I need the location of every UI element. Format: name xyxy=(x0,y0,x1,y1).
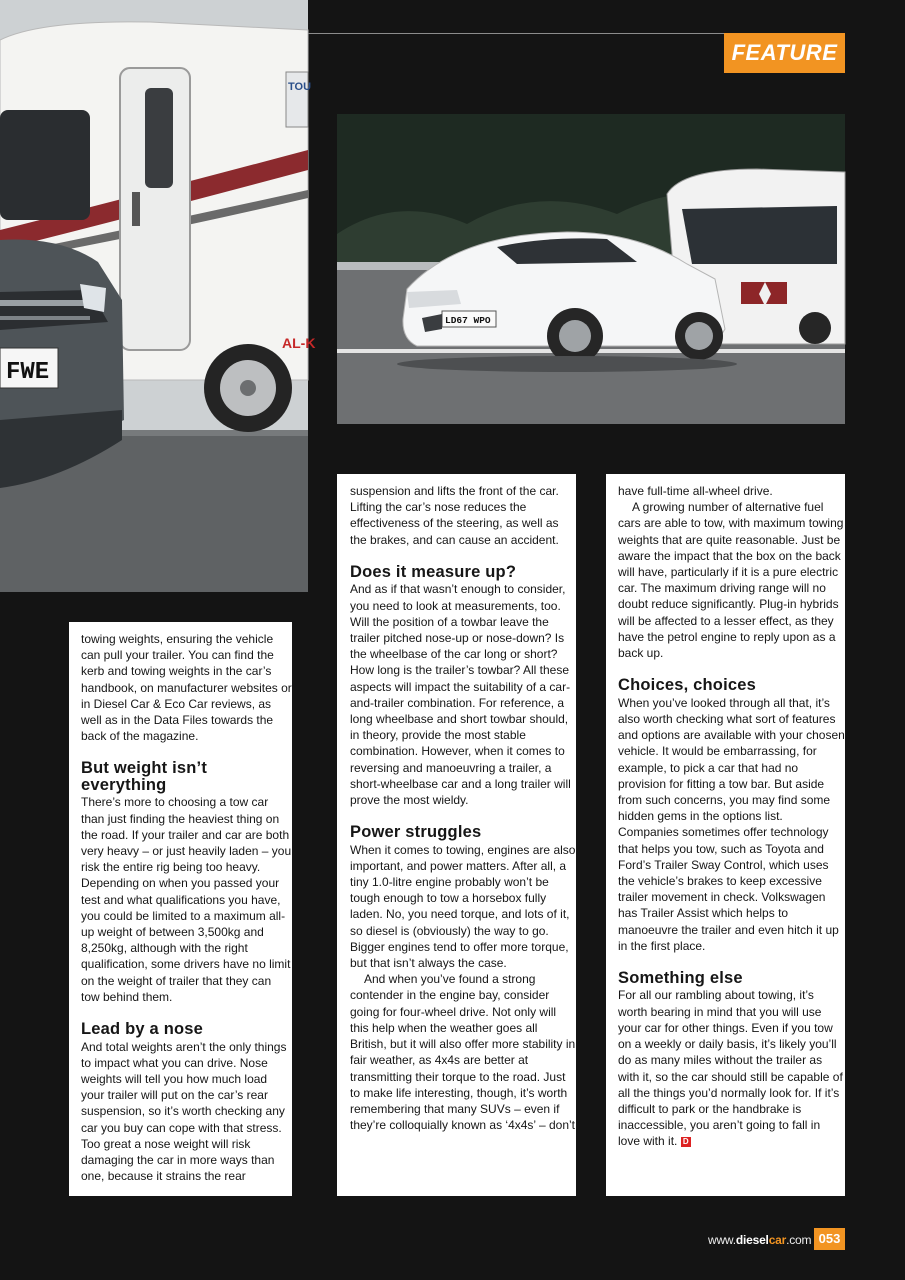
text-column-1 xyxy=(69,622,292,1196)
caravan-brand-text: TOU xyxy=(288,81,312,93)
car-plate-text: FWE xyxy=(6,359,50,386)
paragraph: suspension and lifts the front of the car. Lifting the car’s nose reduces the effectiveness of the steering, as well as the brakes, and can cause an accident. xyxy=(350,484,559,547)
paragraph: When you’ve looked through all that, it’s also worth checking what sort of features and options are available with your chosen vehicle. It would be embarrassing, for example, to pick a car that had no provision for fitting a tow bar. But aside from such concerns, you may find some hidden gems in the options list. Companies sometimes offer technology that helps you tow, such as Toyota and Ford’s Trailer Sway Control, which uses the vehicle’s brakes to keep excessive trailer movement in check. Volkswagen has Trailer Assist which helps to manoeuvre the trailer and even hitch it up in the first place. xyxy=(618,695,845,953)
photo-kia-stinger-towing xyxy=(337,114,845,424)
paragraph: towing weights, ensuring the vehicle can pull your trailer. You can find the kerb and towing weights in the car’s handbook, on manufacturer websites or in Diesel Car & Eco Car reviews, as well as in the Data Files towards the back of the magazine. xyxy=(81,632,292,744)
section-tag: FEATURE xyxy=(724,33,845,73)
subheading-measure: Does it measure up? xyxy=(350,562,517,581)
paragraph: And when you’ve found a strong contender in the engine bay, consider going for four-wheel drive. Not only will this help when the weather goes all British, but it will also offer more stability in fair weather, as 4x4s are better at transmitting their torque to the road. Just to make life interesting, though, it’s worth remembering that many SUVs – even if they’re colloquially known as ‘4x4s’ – don’t xyxy=(350,972,576,1133)
url-brand-b: car xyxy=(768,1233,787,1247)
subheading-else: Something else xyxy=(618,968,743,987)
text-column-2 xyxy=(337,474,576,1196)
subheading-nose: Lead by a nose xyxy=(81,1020,204,1039)
paragraph: There’s more to choosing a tow car than just finding the heaviest thing on the road. If your trailer and car are both very heavy – or just heavily laden – you risk the entire rig being too heavy. Depending on when you passed your test and what qualifications you have, you could be limited to a maximum all-up weight of between 3,500kg and 8,250kg, although with the right qualification, some drivers have no limit on the weight of trailer that they can tow behind them. xyxy=(81,795,292,1004)
text-column-3 xyxy=(606,474,845,1196)
paragraph: And total weights aren’t the only things to impact what you can drive. Nose weights will tell you how much load your trailer will put on the car’s rear suspension, so it’s worth checking any car you buy can cope with that stress. Too great a nose weight will risk damaging the car in more ways than one, because it strains the rear xyxy=(81,1039,287,1184)
subheading-weight: But weight isn’t everything xyxy=(81,759,208,794)
paragraph: When it comes to towing, engines are also important, and power matters. After all, a tiny 1.0-litre engine probably won’t be tough enough to tow a horsebox fully laden. No, you need torque, and lots of it, so diesel is (obviously) the way to go. Bigger engines tend to offer more torque, but that isn’t always the case. xyxy=(350,842,576,971)
paragraph: A growing number of alternative fuel cars are able to tow, with maximum towing weights that are quite reasonable. Just be aware the impact that the box on the back will have, particularly if it is a pure electric car. The maximum driving range will no doubt reduce significantly. Plug-in hybrids will be affected to a lesser effect, as they have the petrol engine to reply upon as a back up. xyxy=(618,500,844,661)
url-prefix: www. xyxy=(708,1233,736,1247)
url-brand-a: diesel xyxy=(735,1233,769,1247)
subheading-choices: Choices, choices xyxy=(618,676,757,695)
caravan-badge-text: AL-K xyxy=(282,335,316,351)
subheading-power: Power struggles xyxy=(350,823,482,842)
photo-caravan-closeup xyxy=(0,0,316,592)
page-number: 053 xyxy=(814,1228,845,1250)
paragraph: have full-time all-wheel drive. xyxy=(618,484,773,498)
end-mark-icon: D xyxy=(681,1137,691,1147)
url-suffix: .com xyxy=(786,1233,812,1247)
paragraph-final xyxy=(618,987,845,1149)
paragraph: And as if that wasn’t enough to consider, you need to look at measurements, too. Will the position of a towbar leave the trailer pitched nose-up or nose-down? Is the wheelbase of the car long or short? How long is the trailer’s towbar? All these aspects will impact the suitability of a car-and-trailer combination. For reference, a long wheelbase and short towbar should, in theory, provide the most stable combination. However, when it comes to reversing and manoeuvring a trailer, a short-wheelbase car and a long trailer will prove the most wieldy. xyxy=(350,582,571,807)
site-url xyxy=(708,1233,811,1247)
stinger-plate-text: LD67 WPO xyxy=(445,315,491,326)
paragraph-text: For all our rambling about towing, it’s worth bearing in mind that you will use your car for other things. Even if you tow on a weekly or daily basis, it’s likely you’ll do as many miles without the trailer as with it, so the car should still be capable of all the things you’d normally look for. If it’s difficult to park or the handbrake is inaccessible, you aren’t going to fall in love with it. xyxy=(618,988,843,1149)
